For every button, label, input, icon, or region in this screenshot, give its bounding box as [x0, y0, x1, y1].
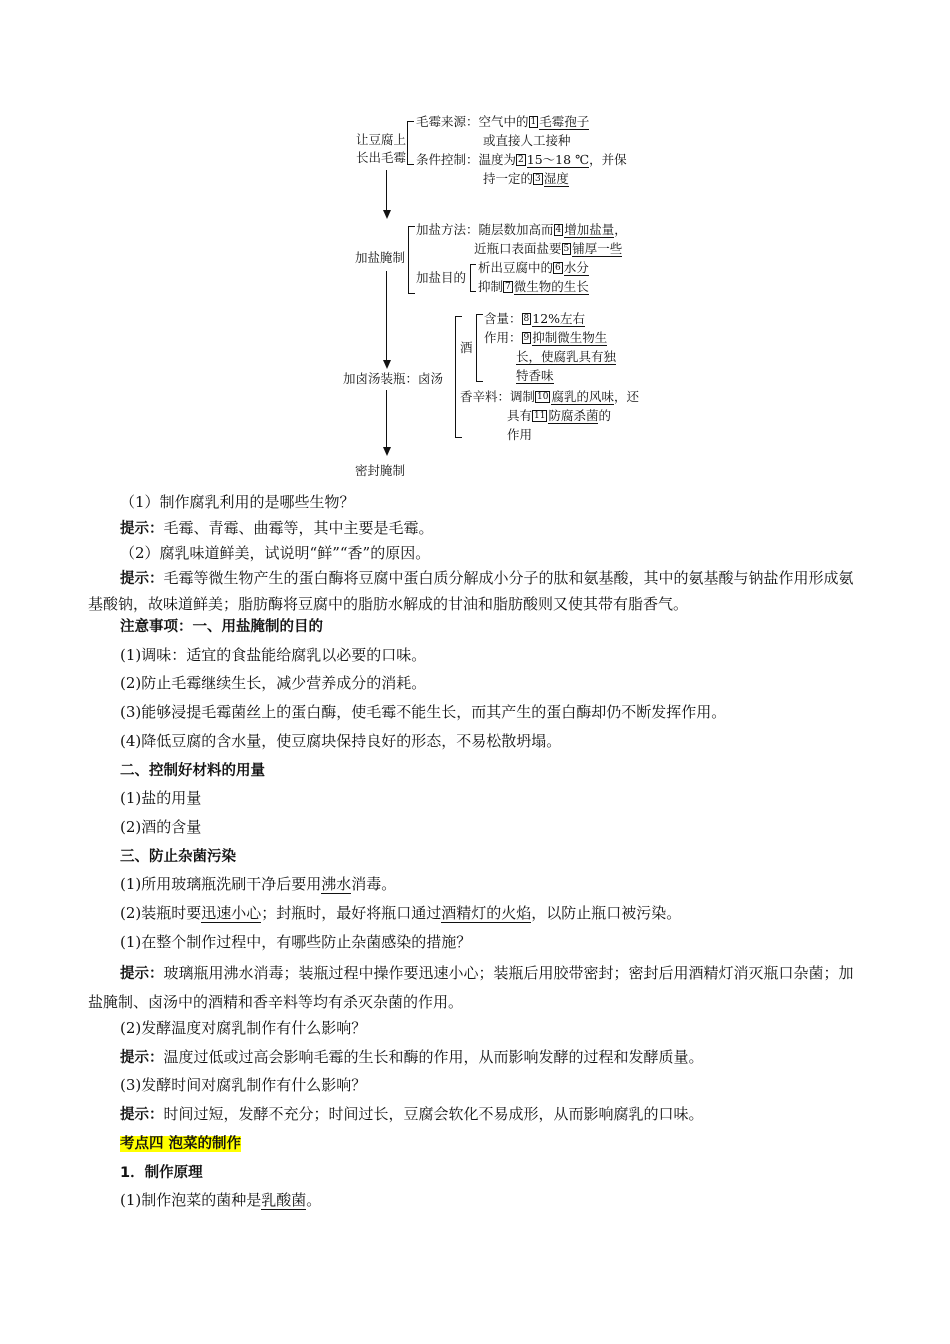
answer-5: 提示：时间过短，发酵不充分；时间过长，豆腐会软化不易成形，从而影响腐乳的口味。: [120, 1105, 704, 1123]
brace-2: [408, 226, 415, 294]
note-1: (1)调味：适宜的食盐能给腐乳以必要的口味。: [120, 646, 427, 664]
question-2: （2）腐乳味道鲜美，试说明“鲜”“香”的原因。: [120, 544, 431, 562]
notes-title: 注意事项：一、用盐腌制的目的: [120, 619, 323, 635]
step-seal: 密封腌制: [355, 463, 406, 478]
note-4: (4)降低豆腐的含水量，使豆腐块保持良好的形态，不易松散坍塌。: [120, 732, 562, 750]
step-salting: 加盐腌制: [355, 250, 406, 265]
condition-line2: 持一定的 3 湿度: [483, 171, 569, 186]
question-5: (3)发酵时间对腐乳制作有什么影响？: [120, 1076, 367, 1094]
section-3-item-2: (2)装瓶时要迅速小心；封瓶时，最好将瓶口通过酒精灯的火焰，以防止瓶口被污染。: [120, 904, 682, 922]
wine-label: 酒: [460, 340, 473, 355]
arrow-3-line: [386, 390, 387, 450]
arrow-1-head: [383, 210, 391, 219]
answer-2: 提示：毛霉等微生物产生的蛋白酶将豆腐中蛋白质分解成小分子的肽和氨基酸，其中的氨基酸与钠盐作用形成氨基酸钠，故味道鲜美；脂肪酶将豆腐中的脂肪水解成的甘油和脂肪酸则又使其带有脂香气。: [88, 569, 854, 613]
wine-function: 作用： 9 抑制微生物生: [484, 330, 608, 345]
key-point-4-title: 考点四 泡菜的制作: [120, 1136, 242, 1152]
salt-purpose-2: 抑制 7 微生物的生长: [478, 279, 589, 294]
mold-source: 毛霉来源：空气中的 1 毛霉孢子: [416, 114, 590, 129]
section-2-title: 二、控制好材料的用量: [120, 763, 265, 779]
principle-item-1: (1)制作泡菜的菌种是乳酸菌。: [120, 1191, 322, 1209]
spice: 香辛料：调制 10 腐乳的风味，还: [460, 389, 639, 404]
mold-source-line2: 或直接人工接种: [483, 133, 571, 148]
wine-function-line3: 特香味: [516, 368, 554, 383]
section-3-item-1: (1)所用玻璃瓶洗刷干净后要用沸水消毒。: [120, 875, 397, 893]
brace-4: [455, 316, 462, 438]
brace-1: [407, 121, 414, 165]
arrow-2-head: [383, 360, 391, 369]
salt-method: 加盐方法：随层数加高而 4 增加盐量，: [416, 222, 627, 237]
answer-1: 提示：毛霉、青霉、曲霉等，其中主要是毛霉。: [120, 519, 434, 537]
step-grow-mold-line2: 长出毛霉: [356, 150, 407, 165]
salt-method-line2: 近瓶口表面盐要 5 铺厚一些: [474, 241, 623, 256]
brace-5: [476, 314, 483, 382]
step-grow-mold: 让豆腐上: [356, 132, 407, 147]
salt-purpose-1: 析出豆腐中的 6 水分: [478, 260, 589, 275]
wine-function-line2: 长，使腐乳具有独: [516, 349, 617, 364]
section-2-item-1: (1)盐的用量: [120, 789, 202, 807]
arrow-1-line: [386, 170, 387, 212]
step-brine: 加卤汤装瓶：卤汤: [343, 371, 444, 386]
arrow-3-head: [383, 447, 391, 456]
question-3: (1)在整个制作过程中，有哪些防止杂菌感染的措施？: [120, 933, 472, 951]
brace-3: [470, 264, 476, 292]
principle-title: 1．制作原理: [120, 1165, 203, 1181]
section-2-item-2: (2)酒的含量: [120, 818, 202, 836]
answer-3: 提示：玻璃瓶用沸水消毒；装瓶过程中操作要迅速小心；装瓶后用胶带密封；密封后用酒精灯消灭瓶口杂菌；加盐腌制、卤汤中的酒精和香辛料等均有杀灭杂菌的作用。: [88, 964, 854, 1011]
note-3: (3)能够浸提毛霉菌丝上的蛋白酶，使毛霉不能生长，而其产生的蛋白酶却仍不断发挥作用。: [120, 703, 727, 721]
salt-purpose: 加盐目的: [416, 270, 467, 285]
question-1: （1）制作腐乳利用的是哪些生物？: [120, 493, 355, 511]
section-3-title: 三、防止杂菌污染: [120, 849, 236, 865]
condition-control: 条件控制：温度为 2 15～18 ℃，并保: [416, 152, 627, 167]
note-2: (2)防止毛霉继续生长，减少营养成分的消耗。: [120, 674, 427, 692]
answer-4: 提示：温度过低或过高会影响毛霉的生长和酶的作用，从而影响发酵的过程和发酵质量。: [120, 1048, 704, 1066]
question-4: (2)发酵温度对腐乳制作有什么影响？: [120, 1019, 367, 1037]
wine-content: 含量： 8 12%左右: [484, 311, 586, 326]
spice-line3: 作用: [507, 427, 533, 442]
arrow-2-line: [386, 271, 387, 363]
spice-line2: 具有 11 防腐杀菌的: [507, 408, 611, 423]
